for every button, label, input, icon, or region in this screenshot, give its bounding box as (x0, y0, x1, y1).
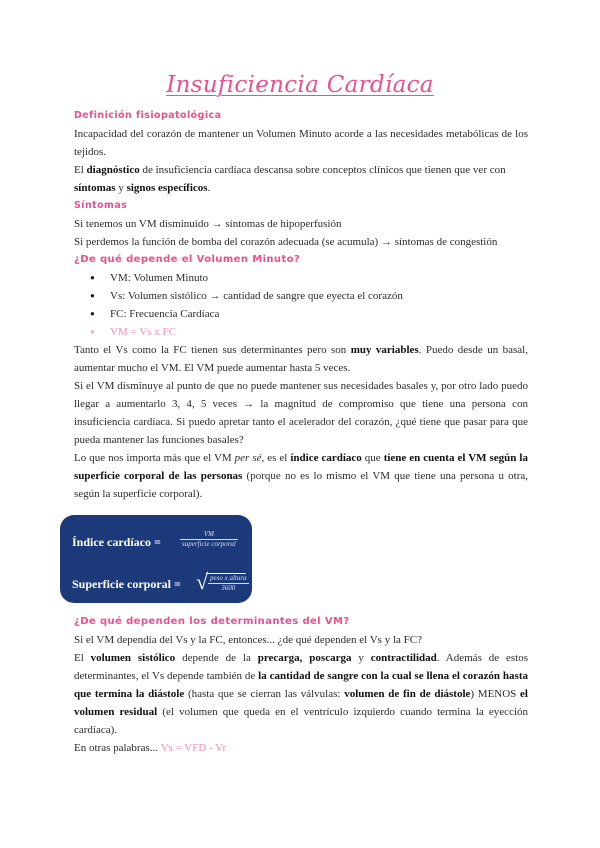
section-heading-sintomas: Síntomas (74, 200, 128, 211)
document-body (74, 107, 528, 757)
list-item: ● FC: Frecuencia Cardíaca (110, 305, 528, 323)
indice-cardiaco-label: Índice cardíaco = (72, 535, 161, 549)
square-root-icon: √ (196, 569, 209, 594)
fraction-denominator: 3600 (221, 584, 236, 592)
formula-vs: Vs = VFD - Vr (160, 742, 227, 754)
paragraph: Lo que nos importa más que el VM per sé, es el índice cardíaco que tiene en cuenta el VM según la superficie corporal de las personas (porque no es lo mismo el VM que tiene una persona u otra, según la superficie corporal). (74, 452, 528, 500)
bullet-list (74, 269, 528, 341)
list-item: ● Vs: Volumen sistólico → cantidad de sangre que eyecta el corazón (110, 287, 528, 305)
page-title: Insuficiencia Cardíaca (166, 72, 434, 98)
superficie-corporal-fraction (208, 574, 249, 593)
paragraph: El volumen sistólico depende de la precarga, poscarga y contractilidad. Además de estos determinantes, el Vs depende también de la cantidad de sangre con la cual se llena el corazón hasta que termina la diástole (hasta que se cierran las válvulas: volumen de fin de diástole) MENOS el volumen residual (el volumen que queda en el ventrículo izquierdo cuando termina la eyección cardíaca). (74, 652, 529, 736)
paragraph: Si tenemos un VM disminuido → síntomas de hipoperfusión (74, 218, 342, 230)
paragraph: Si el VM dependía del Vs y la FC, entonces... ¿de qué dependen el Vs y la FC? (74, 634, 422, 646)
fraction-numerator: peso x altura (210, 574, 247, 582)
section-heading-volumen-minuto: ¿De qué depende el Volumen Minuto? (74, 254, 301, 265)
paragraph: Incapacidad del corazón de mantener un Volumen Minuto acorde a las necesidades metabólicas de los tejidos. (74, 128, 528, 158)
section-heading-determinantes: ¿De qué dependen los determinantes del VM? (74, 616, 350, 627)
section-heading-definicion: Definición fisiopatológica (74, 110, 222, 121)
fraction-numerator: VM (180, 530, 238, 540)
fraction-denominator: superficie corporal (182, 540, 236, 548)
paragraph: Si el VM disminuye al punto de que no puede mantener sus necesidades basales y, por otro lado puedo llegar a aumentarlo 3, 4, 5 veces → la magnitud de compromiso que tiene una persona con insuficiencia cardíaca. Si puedo apretar tanto el acelerador del corazón, ¿qué tiene que pasar para que pueda mantener las funciones basales? (74, 380, 528, 446)
superficie-corporal-label: Superficie corporal = (72, 577, 181, 591)
indice-cardiaco-fraction (180, 530, 238, 549)
formula-box (60, 515, 252, 603)
paragraph: El diagnóstico de insuficiencia cardíaca descansa sobre conceptos clínicos que tienen que ver con síntomas y signos específicos. (74, 164, 506, 194)
paragraph: Si perdemos la función de bomba del corazón adecuada (se acumula) → síntomas de congestión (74, 236, 498, 248)
paragraph: Tanto el Vs como la FC tienen sus determinantes pero son muy variables. Puedo desde un basal, aumentar mucho el VM. El VM puede aumentar hasta 5 veces. (74, 344, 528, 374)
paragraph: En otras palabras... Vs = VFD - Vr (74, 742, 227, 754)
list-item-formula: ● VM = Vs x FC (110, 323, 528, 341)
list-item: ● VM: Volumen Minuto (110, 269, 528, 287)
